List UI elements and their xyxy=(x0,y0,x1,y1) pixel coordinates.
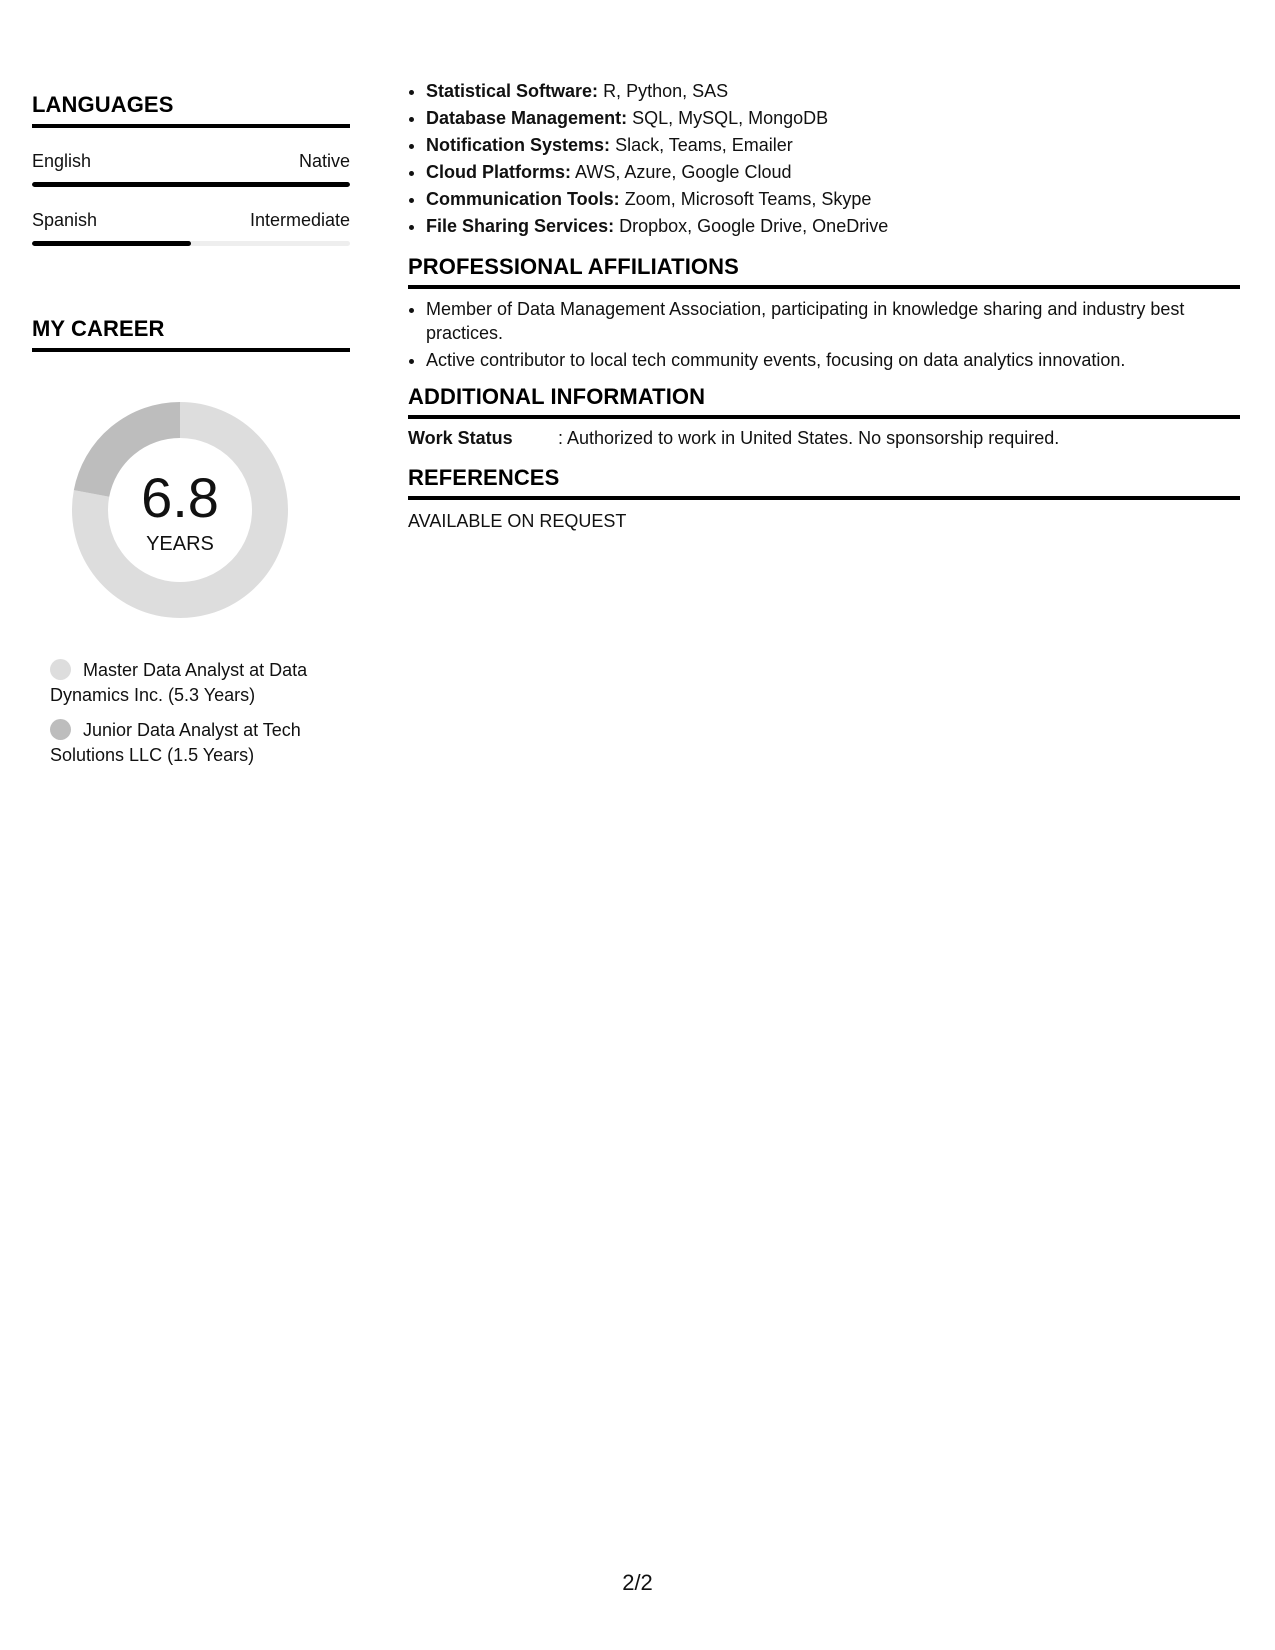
career-legend xyxy=(50,658,340,768)
language-proficiency-bar xyxy=(32,241,350,246)
language-level: Native xyxy=(298,151,350,171)
skill-value: R, Python, SAS xyxy=(603,81,729,101)
skill-label: Database Management: xyxy=(426,108,628,128)
list-item xyxy=(426,78,1240,105)
skill-value: Zoom, Microsoft Teams, Skype xyxy=(624,189,872,209)
career-donut-chart xyxy=(66,396,294,624)
list-item: • Active contributor to local tech community events, focusing on data analytics innovation. xyxy=(426,348,1240,372)
career-title: MY CAREER xyxy=(32,316,350,352)
work-status-row xyxy=(408,427,1240,449)
skill-value: AWS, Azure, Google Cloud xyxy=(575,162,792,182)
language-item xyxy=(32,209,350,246)
affiliations-list xyxy=(408,297,1240,372)
list-item: • Member of Data Management Association, participating in knowledge sharing and industry best practices. xyxy=(426,297,1240,345)
skill-value: Dropbox, Google Drive, OneDrive xyxy=(619,216,889,236)
legend-dot xyxy=(50,719,71,740)
page-number: 2/2 xyxy=(622,1570,653,1595)
language-level: Intermediate xyxy=(249,210,350,230)
career-total-unit: YEARS xyxy=(146,533,214,555)
skill-label: File Sharing Services: xyxy=(426,216,615,236)
right-column xyxy=(408,78,1240,532)
language-proficiency-fill xyxy=(32,241,191,246)
left-column xyxy=(32,92,350,778)
skill-value: Slack, Teams, Emailer xyxy=(615,135,793,155)
language-item xyxy=(32,150,350,187)
legend-label: Junior Data Analyst at Tech Solutions LLC (1.5 Years) xyxy=(50,720,301,765)
references-text: AVAILABLE ON REQUEST xyxy=(408,511,627,531)
list-item xyxy=(426,105,1240,132)
language-proficiency-fill xyxy=(32,182,350,187)
skill-label: Statistical Software: xyxy=(426,81,599,101)
skill-value: SQL, MySQL, MongoDB xyxy=(632,108,829,128)
donut-center xyxy=(66,396,294,624)
skill-label: Communication Tools: xyxy=(426,189,620,209)
language-name: English xyxy=(32,151,92,171)
additional-info-title: ADDITIONAL INFORMATION xyxy=(408,384,1240,419)
language-name: Spanish xyxy=(32,210,98,230)
list-item xyxy=(426,186,1240,213)
legend-label: Master Data Analyst at Data Dynamics Inc. (5.3 Years) xyxy=(50,660,308,705)
skill-label: Notification Systems: xyxy=(426,135,611,155)
references-title: REFERENCES xyxy=(408,465,1240,500)
skill-label: Cloud Platforms: xyxy=(426,162,572,182)
legend-item xyxy=(50,658,340,708)
list-item xyxy=(426,132,1240,159)
languages-title: LANGUAGES xyxy=(32,92,350,128)
list-item xyxy=(426,213,1240,240)
legend-item xyxy=(50,718,340,768)
work-status-value: : Authorized to work in United States. No sponsorship required. xyxy=(558,428,1060,448)
career-total-value: 6.8 xyxy=(141,466,219,529)
work-status-key: Work Status xyxy=(408,428,513,448)
skills-list xyxy=(408,78,1240,240)
list-item xyxy=(426,159,1240,186)
language-proficiency-bar xyxy=(32,182,350,187)
legend-dot xyxy=(50,659,71,680)
affiliations-title: PROFESSIONAL AFFILIATIONS xyxy=(408,254,1240,289)
